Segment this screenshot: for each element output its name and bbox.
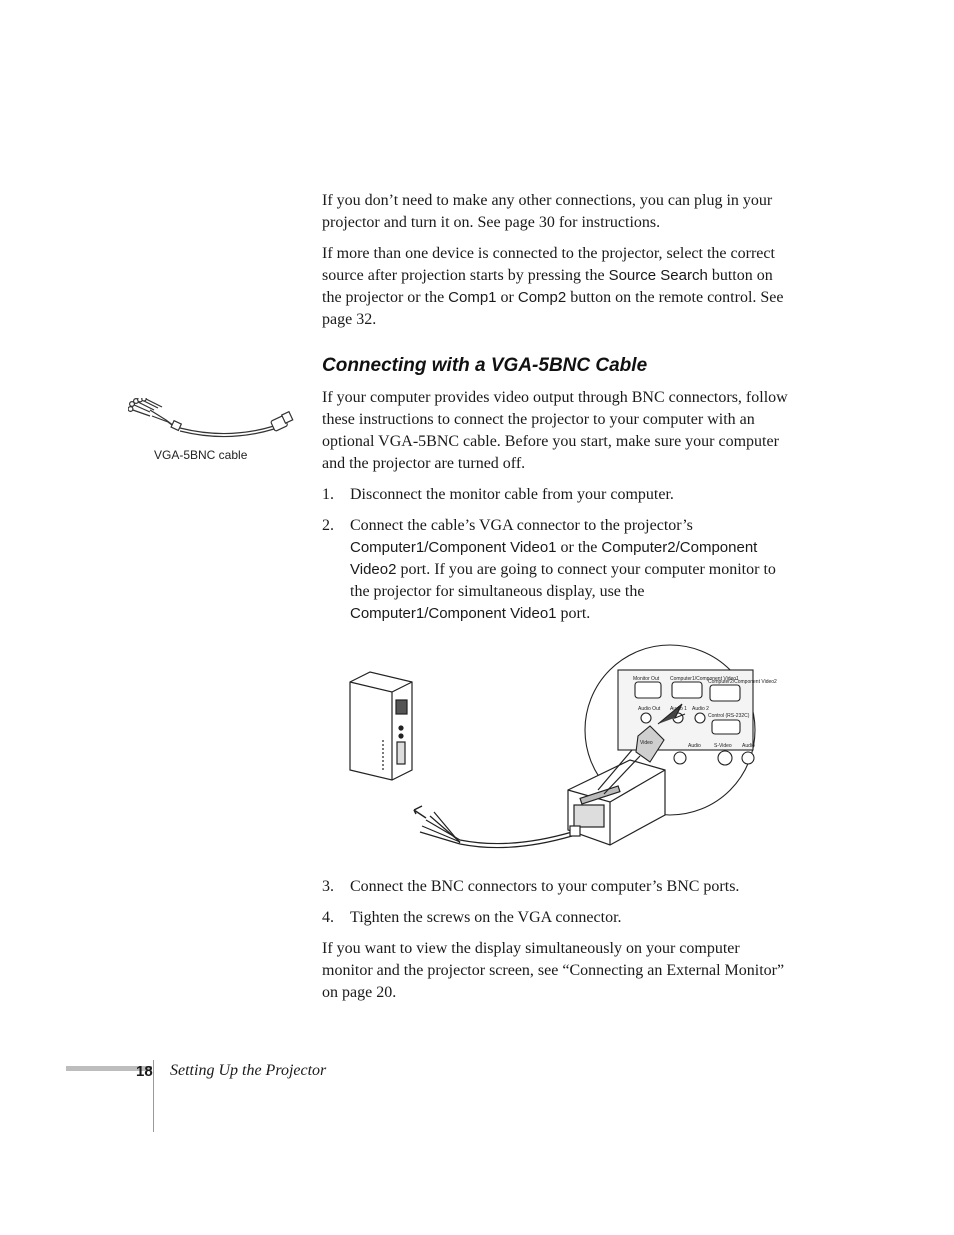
port-label: Audio 2: [692, 706, 709, 712]
step-2: [322, 515, 792, 625]
footer-rule: [153, 1060, 154, 1132]
step-number: 2.: [322, 517, 334, 534]
text-span: port. If you are going to connect your computer monitor to the projector for simultaneous display, use the: [350, 561, 776, 600]
text-span: Connect the cable’s VGA connector to the projector’s: [350, 517, 693, 534]
text-span: or: [496, 289, 518, 306]
vga-5bnc-cable: [414, 806, 580, 848]
step-3: [322, 876, 792, 898]
page-number: 18: [136, 1063, 153, 1080]
port-label: S-Video: [714, 743, 732, 749]
step-number: 3.: [322, 878, 334, 895]
text-span: or the: [556, 539, 602, 556]
port-label: Video: [640, 740, 653, 746]
port-label: Audio: [742, 743, 755, 749]
port-label: Audio Out: [638, 706, 661, 712]
comp2-key: Comp2: [517, 289, 567, 306]
step-number: 4.: [322, 909, 334, 926]
computer-tower: [350, 672, 412, 780]
comp1-key: Comp1: [448, 289, 497, 306]
port-label: Computer1/Component Video1: [670, 676, 739, 682]
port-label: Monitor Out: [633, 676, 660, 682]
vga-5bnc-cable-illustration: [128, 398, 298, 442]
step-text: Tighten the screws on the VGA connector.: [350, 909, 622, 926]
text-span: button on the remote control. See page 32.: [322, 289, 784, 328]
connection-illustration: [340, 640, 780, 860]
step-text: Connect the BNC connectors to your computer’s BNC ports.: [350, 878, 740, 895]
source-search-key: Source Search: [608, 267, 708, 284]
port-label: Control (RS-232C): [708, 713, 750, 719]
port-label: Audio 1: [670, 706, 687, 712]
port-label: Audio: [688, 743, 701, 749]
section-heading: Connecting with a VGA-5BNC Cable: [322, 355, 648, 376]
text-span: button on the projector or the: [322, 267, 773, 306]
port-label: Computer2/Component Video2: [708, 679, 777, 685]
computer1-port-label: Computer1/Component Video1: [350, 605, 557, 622]
step-number: 1.: [322, 486, 334, 503]
step-text: Disconnect the monitor cable from your computer.: [350, 486, 674, 503]
footer-title: Setting Up the Projector: [170, 1062, 327, 1079]
intro-paragraph-2: [322, 243, 792, 331]
closing-paragraph: If you want to view the display simultaneously on your computer monitor and the projector screen, see “Connecting an External Monitor” on page 20.: [322, 940, 785, 1001]
projector: [568, 760, 665, 845]
text-span: port.: [556, 605, 591, 622]
text-span: If more than one device is connected to the projector, select the correct source after projection starts by pressing the: [322, 245, 775, 284]
step-4: [322, 907, 792, 929]
intro-paragraph-1: If you don’t need to make any other connections, you can plug in your projector and turn it on. See page 30 for instructions.: [322, 192, 773, 231]
computer2-port-label: Computer2/Component Video2: [350, 539, 758, 578]
illustration-caption: VGA-5BNC cable: [154, 448, 248, 462]
step-1: [322, 484, 792, 506]
step-text: [350, 515, 792, 625]
section-intro-paragraph: If your computer provides video output through BNC connectors, follow these instructions to connect the projector to your computer with an optional VGA-5BNC cable. Before you start, make sure your computer and the projector are turned off.: [322, 389, 788, 472]
computer1-port-label: Computer1/Component Video1: [350, 539, 557, 556]
